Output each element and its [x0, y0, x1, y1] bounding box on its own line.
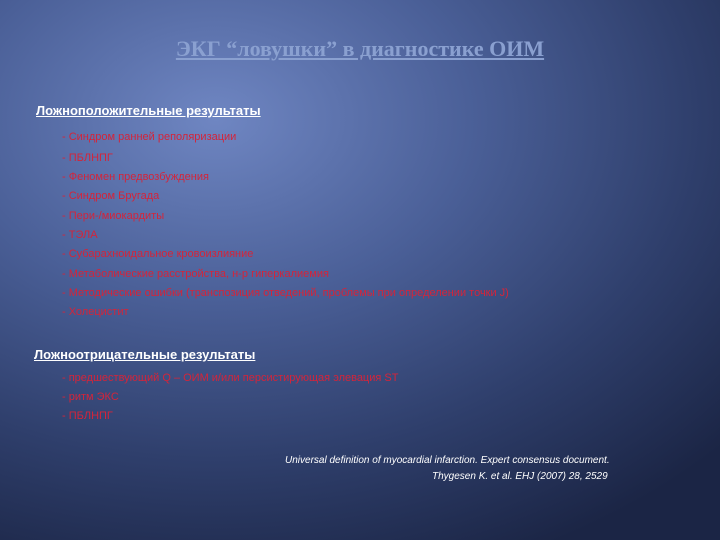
reference-line-1: Universal definition of myocardial infarction. Expert consensus document. — [285, 455, 610, 466]
false-positive-heading: Ложноположительные результаты — [36, 103, 261, 118]
false-positive-item: - Синдром ранней реполяризации — [62, 131, 237, 143]
false-positive-item: - Субарахноидальное кровоизлияние — [62, 248, 254, 260]
reference-line-2: Thygesen K. et al. EHJ (2007) 28, 2529 — [432, 471, 608, 482]
false-negative-item: - ПБЛНПГ — [62, 410, 113, 422]
false-positive-item: - Пери-/миокардиты — [62, 210, 165, 222]
false-negative-item: - ритм ЭКС — [62, 391, 119, 403]
false-positive-item: - ТЭЛА — [62, 229, 98, 241]
false-positive-item: - Синдром Бругада — [62, 190, 160, 202]
slide-title: ЭКГ “ловушки” в диагностике ОИМ — [175, 36, 545, 61]
false-negative-item: - предшествующий Q – ОИМ и/или персистирующая элевация ST — [62, 372, 399, 384]
false-positive-item: - Феномен предвозбуждения — [62, 171, 209, 183]
false-positive-item: - Метаболические расстройства, н-р гиперкалиемия — [62, 268, 329, 280]
false-positive-item: - Холецистит — [62, 306, 129, 318]
false-negative-heading: Ложноотрицательные результаты — [34, 347, 256, 362]
false-positive-item: - Методические ошибки (транспозиция отведений, проблемы при определении точки J) — [62, 287, 509, 299]
false-positive-item: - ПБЛНПГ — [62, 152, 113, 164]
